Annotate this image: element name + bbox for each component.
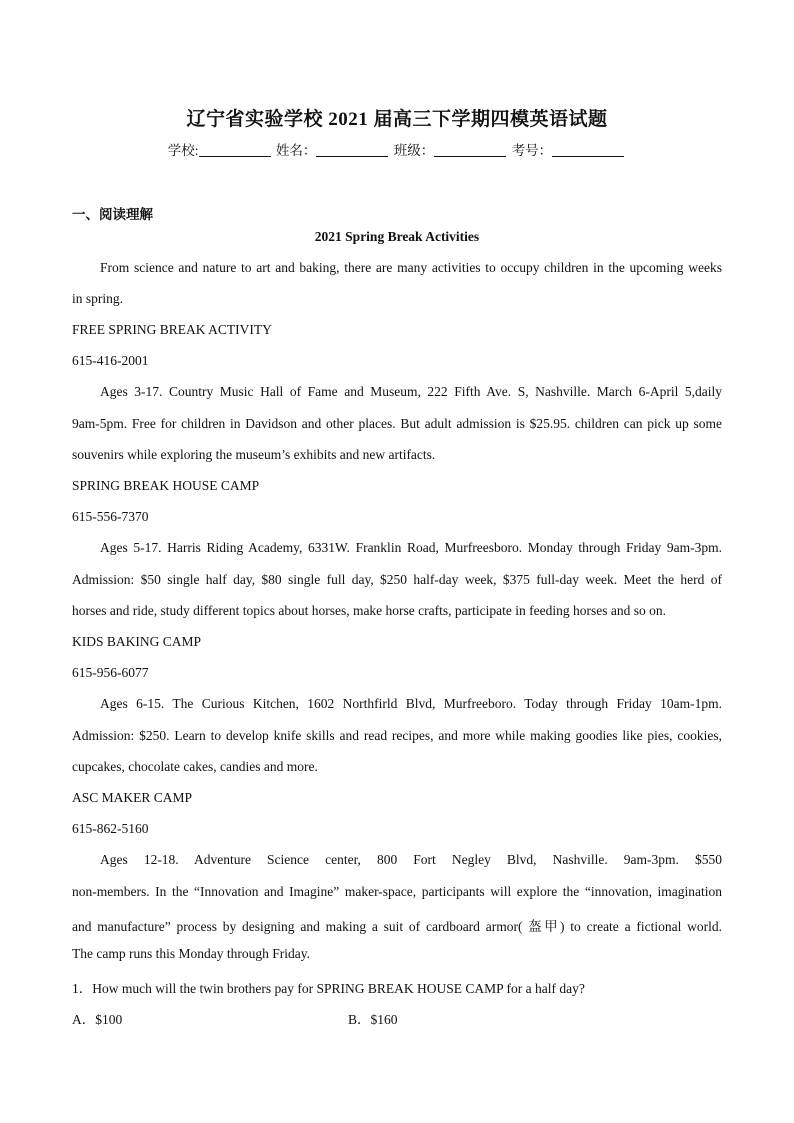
option-a[interactable]: A．$100 [72,1012,123,1027]
activity-phone: 615-956-6077 [72,665,149,680]
activity-phone: 615-416-2001 [72,353,149,368]
passage-line: Admission: $250. Learn to develop knife skills and read recipes, and more while making goodies like pies, cookies, [72,728,722,743]
passage-title: 2021 Spring Break Activities [314,229,480,244]
passage-line: in spring. [72,291,124,306]
passage-line: and manufacture” process by designing and making a suit of cardboard armor( 盔甲) to create a fictional world. [72,919,722,934]
section-heading: 一、阅读理解 [72,207,153,222]
activity-heading: FREE SPRING BREAK ACTIVITY [72,322,272,337]
activity-heading: ASC MAKER CAMP [72,790,193,805]
class-blank[interactable] [434,142,506,157]
school-label: 学校: [167,143,199,158]
passage-line: Ages 12-18. Adventure Science center, 800 Fort Negley Blvd, Nashville. 9am-3pm. $550 [100,852,722,867]
passage-line: cupcakes, chocolate cakes, candies and more. [72,759,318,774]
activity-heading: KIDS BAKING CAMP [72,634,202,649]
passage-line: The camp runs this Monday through Friday. [72,946,310,961]
exam-number-blank[interactable] [552,142,624,157]
option-b[interactable]: B．$160 [348,1012,398,1027]
passage-line: 9am-5pm. Free for children in Davidson and other places. But adult admission is $25.95. children can pick up some [72,416,722,431]
exam-number-label: 考号： [511,143,553,158]
passage-line: Ages 5-17. Harris Riding Academy, 6331W. Franklin Road, Murfreesboro. Monday through Friday 9am-3pm. [100,540,722,555]
passage-line: Ages 6-15. The Curious Kitchen, 1602 Northfirld Blvd, Murfreeboro. Today through Friday 10am-1pm. [100,696,722,711]
passage-line: From science and nature to art and baking, there are many activities to occupy children in the upcoming weeks [100,260,722,275]
student-info-line [0,139,794,159]
exam-title: 辽宁省实验学校 2021 届高三下学期四模英语试题 [186,109,608,130]
passage-line: Admission: $50 single half day, $80 single full day, $250 half-day week, $375 full-day week. Meet the herd of [72,572,722,587]
name-label: 姓名： [275,143,317,158]
activity-phone: 615-556-7370 [72,509,149,524]
name-blank[interactable] [316,142,388,157]
activity-heading: SPRING BREAK HOUSE CAMP [72,478,260,493]
activity-phone: 615-862-5160 [72,821,149,836]
question-text: 1．How much will the twin brothers pay for SPRING BREAK HOUSE CAMP for a half day? [72,981,585,996]
class-label: 班级： [393,143,435,158]
passage-line: souvenirs while exploring the museum’s exhibits and new artifacts. [72,447,436,462]
school-blank[interactable] [199,142,271,157]
passage-line: horses and ride, study different topics about horses, make horse crafts, participate in feeding horses and so on. [72,603,666,618]
passage-line: Ages 3-17. Country Music Hall of Fame and Museum, 222 Fifth Ave. S, Nashville. March 6-April 5,daily [100,384,722,399]
passage-line: non-members. In the “Innovation and Imagine” maker-space, participants will explore the “innovation, imagination [72,884,722,899]
